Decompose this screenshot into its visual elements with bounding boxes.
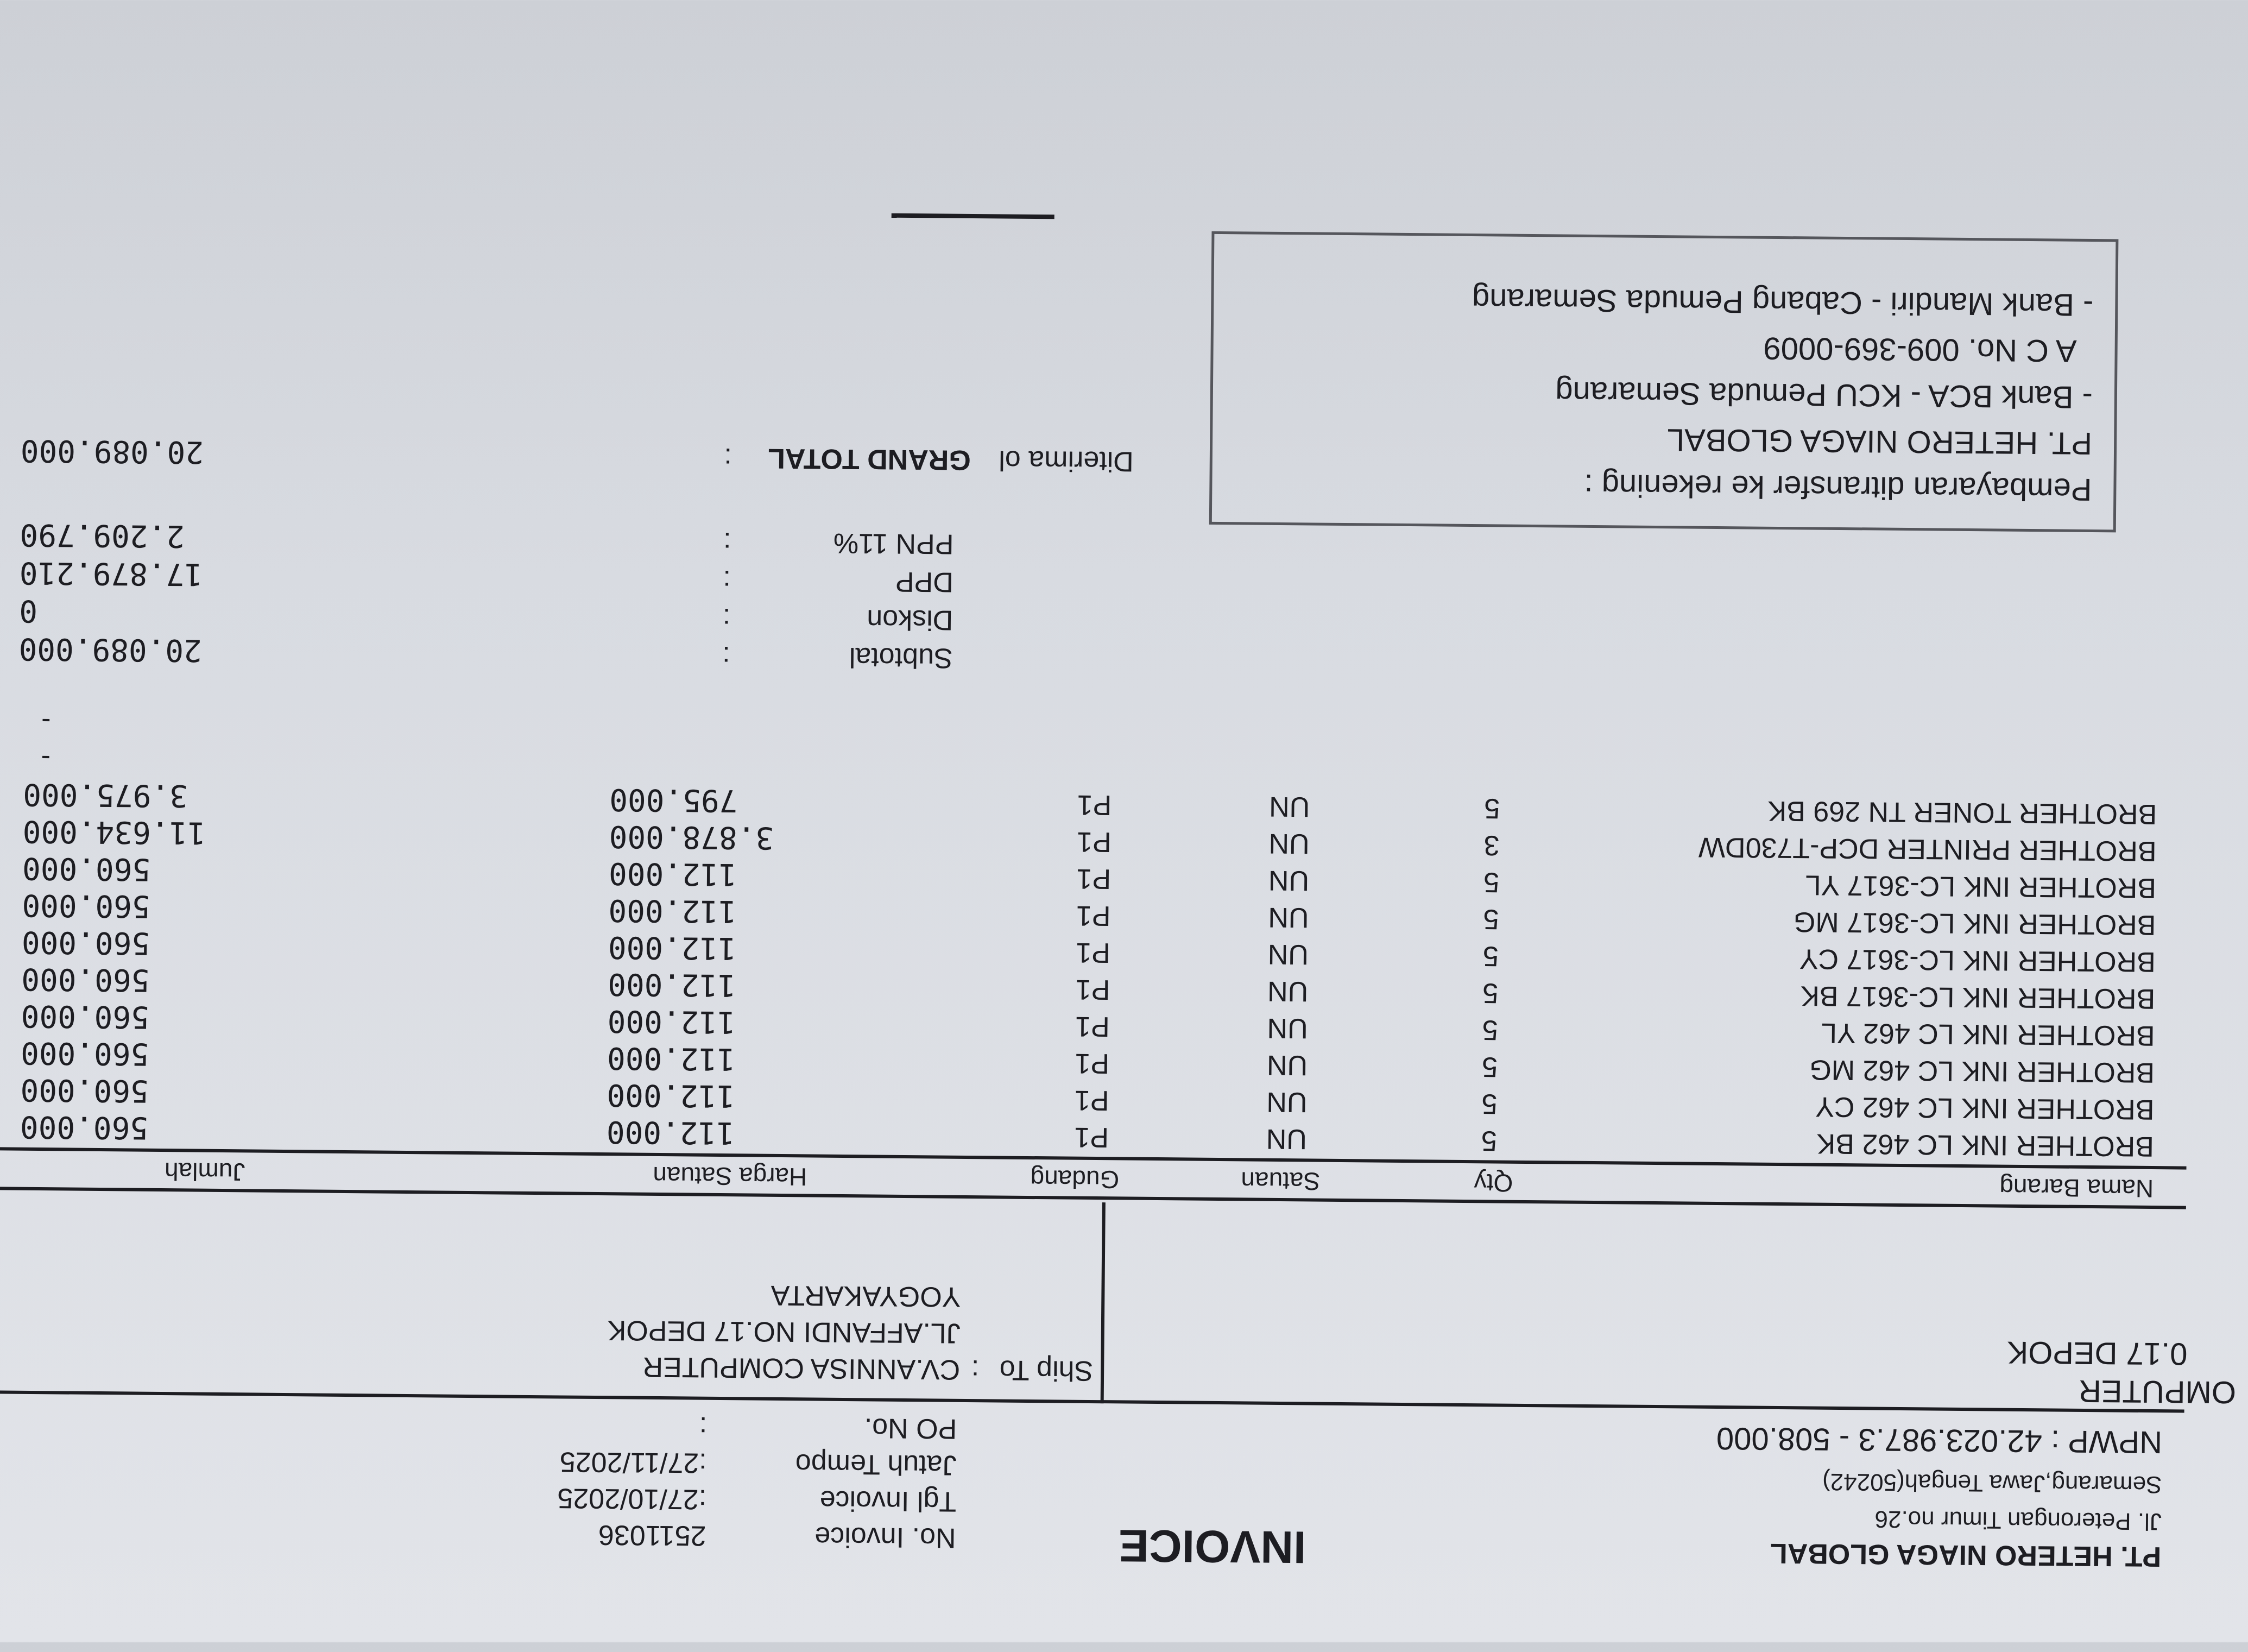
cell-item: BROTHER INK LC 462 BK (1816, 1127, 2155, 1163)
totals-label: PPN 11% (833, 527, 954, 560)
cell-item: BROTHER INK LC-3617 YL (1805, 869, 2157, 904)
payment-box (1209, 231, 2119, 533)
cell-unit: UN (1268, 901, 1309, 934)
cell-qty: 5 (1481, 1051, 1498, 1083)
cell-amount: 560.000 (21, 924, 150, 961)
cell-qty: 5 (1481, 1088, 1498, 1120)
cell-amount: 560.000 (20, 1108, 149, 1145)
invoice-meta-value: :27/10/2025 (557, 1482, 707, 1515)
ship-to-colon: : (971, 1354, 980, 1386)
cell-warehouse: P1 (1074, 1084, 1109, 1117)
totals-colon: : (722, 602, 731, 634)
cell-qty: 3 (1483, 829, 1500, 861)
ship-to-label: Ship To (999, 1354, 1094, 1387)
ship-to-address1: JL.AFFANDI NO.17 DEPOK (607, 1314, 961, 1349)
totals-colon: : (723, 564, 731, 596)
totals-colon: : (723, 526, 731, 558)
cell-warehouse: P1 (1076, 825, 1112, 858)
cell-qty: 5 (1482, 940, 1499, 972)
address-divider (1101, 1202, 1106, 1403)
cell-price: 795.000 (609, 781, 738, 818)
totals-label: DPP (895, 565, 954, 598)
invoice-meta-label: PO No. (864, 1412, 957, 1445)
cell-warehouse: P1 (1075, 1047, 1110, 1080)
cell-price: 112.000 (608, 892, 737, 929)
cell-amount: 560.000 (21, 961, 150, 998)
column-header-price: Harga Satuan (653, 1161, 807, 1191)
invoice-meta-value: 2511036 (598, 1519, 706, 1552)
invoice-meta-value: : (699, 1410, 708, 1442)
cell-amount: 3.975.000 (23, 776, 188, 814)
column-header-warehouse: Gudang (1030, 1164, 1120, 1194)
cell-qty: 5 (1482, 1014, 1498, 1046)
cell-qty: 5 (1482, 977, 1499, 1009)
cell-unit: UN (1266, 1086, 1308, 1118)
cell-unit: UN (1268, 790, 1310, 823)
ship-to-address2: YOGYAKARTA (771, 1279, 961, 1313)
totals-label: Diskon (867, 603, 953, 636)
cell-amount: 560.000 (20, 1071, 149, 1108)
cell-warehouse: P1 (1074, 1121, 1109, 1153)
invoice-meta-label: No. Invoice (814, 1521, 956, 1554)
cell-unit: UN (1267, 1012, 1308, 1044)
column-header-unit: Satuan (1241, 1167, 1321, 1196)
totals-value: 2.209.790 (20, 516, 185, 554)
cell-amount: 11.634.000 (22, 813, 206, 850)
cell-warehouse: P1 (1076, 936, 1111, 969)
cell-item: BROTHER PRINTER DCP-T730DW (1698, 831, 2157, 867)
invoice-meta-label: Jatuh Tempo (795, 1448, 957, 1481)
column-header-qty: Qty (1474, 1169, 1513, 1197)
cell-qty: 5 (1483, 866, 1500, 898)
cell-item: BROTHER INK LC-3617 BK (1800, 980, 2156, 1015)
company-address-line2: Semarang,Jawa Tengah(50242) (1822, 1468, 2162, 1498)
cell-warehouse: P1 (1077, 789, 1112, 821)
cell-amount: 560.000 (21, 998, 150, 1035)
cell-item: BROTHER INK LC-3617 CY (1799, 943, 2156, 978)
cell-item: BROTHER TONER TN 269 BK (1767, 795, 2157, 830)
cell-unit: UN (1266, 1123, 1308, 1155)
cell-item: BROTHER INK LC 462 YL (1821, 1017, 2155, 1052)
bill-to-fragment: OMPUTER (2078, 1373, 2237, 1410)
totals-value: 17.879.210 (19, 554, 203, 592)
cell-price: 112.000 (608, 966, 736, 1003)
cell-warehouse: P1 (1076, 862, 1112, 895)
cell-amount: 560.000 (22, 887, 150, 924)
cell-unit: UN (1267, 938, 1309, 970)
cell-amount: 560.000 (20, 1035, 149, 1071)
column-header-amount: Jumlah (164, 1157, 245, 1187)
cell-price: 3.878.000 (609, 818, 774, 855)
signature-line (892, 213, 1054, 219)
payment-intro: Pembayaran ditransfer ke rekening : (1584, 467, 2092, 508)
cell-warehouse: P1 (1075, 1010, 1110, 1043)
cell-item: BROTHER INK LC 462 CY (1815, 1090, 2155, 1126)
cell-price: 112.000 (607, 1040, 736, 1077)
cell-warehouse: P1 (1075, 973, 1110, 1006)
address-top-rule (0, 1390, 2184, 1413)
bill-to-fragment: 0.17 DEPOK (2007, 1334, 2188, 1372)
payment-bank-line: - Bank BCA - KCU Pemuda Semarang (1555, 375, 2093, 415)
company-npwp: NPWP : 42.023.987.3 - 508.000 (1716, 1421, 2163, 1460)
cell-amount: 560.000 (22, 850, 151, 887)
cell-unit: UN (1266, 1049, 1308, 1081)
cell-unit: UN (1268, 864, 1310, 897)
cell-price: 112.000 (606, 1114, 735, 1151)
cell-item: BROTHER INK LC 462 MG (1809, 1054, 2155, 1089)
totals-label: Subtotal (849, 641, 953, 674)
company-address-line1: Jl. Peterongan Timur no.26 (1874, 1505, 2162, 1535)
payment-account-number: A C No. 009-369-0009 (1763, 330, 2077, 369)
payment-bank-line: - Bank Mandiri - Cabang Pemuda Semarang (1472, 282, 2094, 323)
totals-colon: : (722, 640, 730, 672)
cell-qty: 5 (1483, 903, 1499, 935)
grand-total-label: GRAND TOTAL (767, 442, 971, 476)
invoice-meta-label: Tgl Invoice (819, 1484, 957, 1517)
cell-price: 112.000 (607, 1003, 736, 1040)
invoice-meta-value: :27/11/2025 (559, 1446, 707, 1479)
cell-item: BROTHER INK LC-3617 MG (1793, 906, 2156, 941)
empty-row-dash: - (41, 706, 51, 738)
totals-value: 0 (19, 592, 38, 628)
grand-total-colon: : (724, 442, 733, 474)
ship-to-name: CV.ANNISA COMPUTER (642, 1351, 961, 1385)
column-header-item: Nama Barang (1999, 1173, 2154, 1203)
cell-unit: UN (1267, 975, 1309, 1007)
grand-total-prefix: Diterima ol (999, 444, 1134, 477)
cell-qty: 5 (1481, 1125, 1498, 1157)
grand-total-value: 20.089.000 (20, 432, 204, 470)
cell-price: 112.000 (607, 1077, 735, 1114)
cell-warehouse: P1 (1076, 899, 1111, 932)
cell-qty: 5 (1484, 792, 1500, 824)
company-name: PT. HETERO NIAGA GLOBAL (1770, 1537, 2162, 1573)
cell-price: 112.000 (608, 855, 737, 892)
totals-value: 20.089.000 (18, 630, 203, 668)
document-title: INVOICE (1118, 1520, 1306, 1573)
empty-row-dash: - (41, 743, 51, 775)
cell-price: 112.000 (608, 929, 737, 966)
cell-unit: UN (1268, 827, 1310, 860)
payment-account-holder: PT. HETERO NIAGA GLOBAL (1666, 422, 2093, 462)
